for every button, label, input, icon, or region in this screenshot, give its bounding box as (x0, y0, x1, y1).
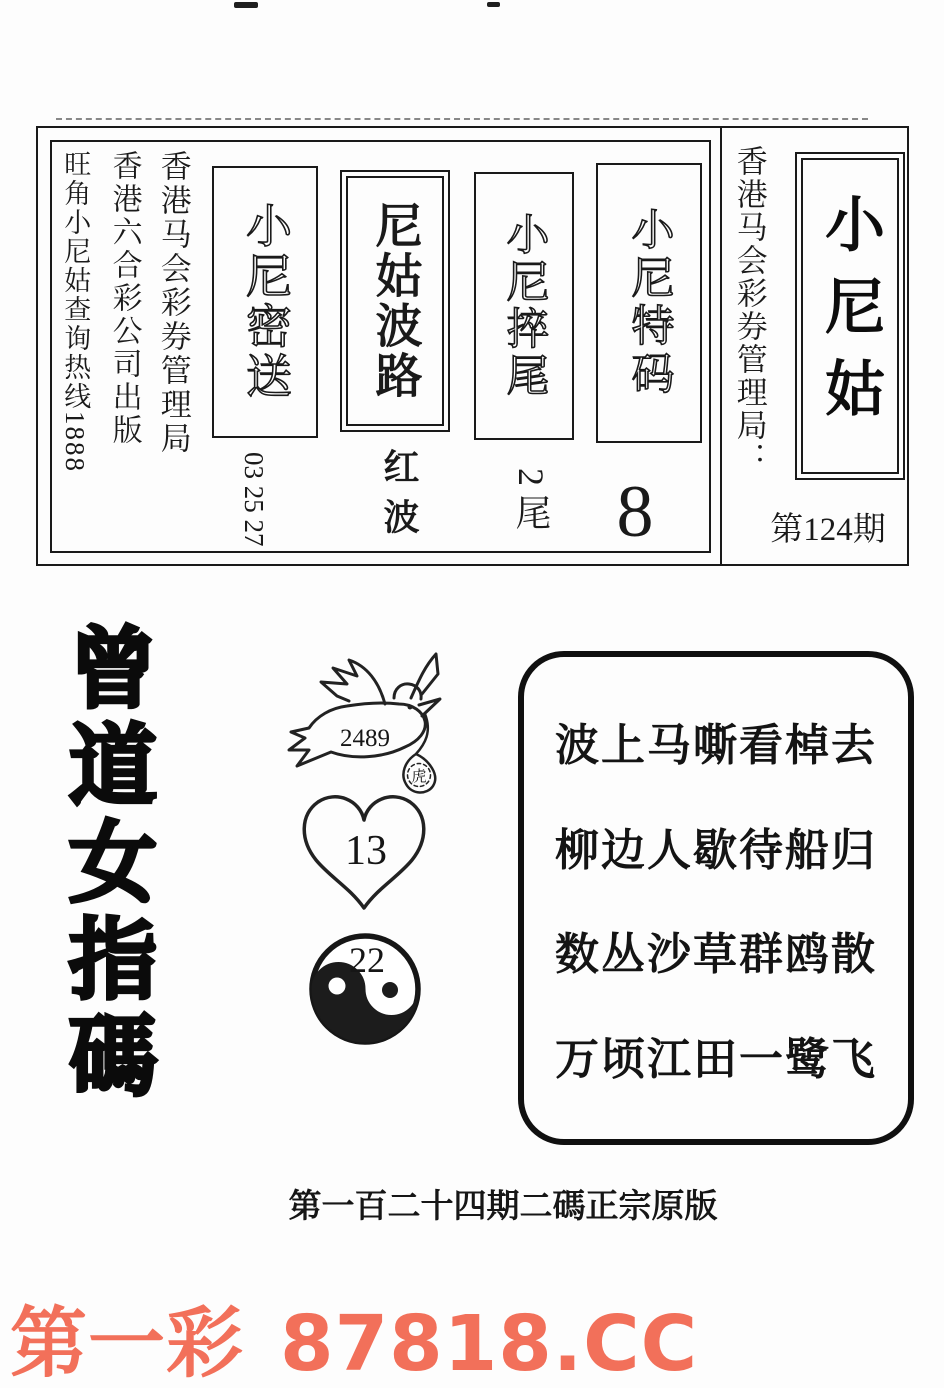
dove-icon (273, 648, 491, 806)
tip-box-bolu (340, 170, 450, 432)
poem-line-4: 万顷江田一鹭飞 (555, 1034, 877, 1084)
issue-number: 第124期 (770, 512, 886, 548)
dove-number: 2489 (340, 725, 390, 752)
taiji-number: 22 (349, 940, 385, 980)
tip-value-zuowei: 2尾 (511, 468, 551, 538)
yin-yang-icon (306, 930, 424, 1048)
brand-box-inner (801, 158, 899, 474)
authority-column: 香港马会彩券管理局 (155, 150, 191, 456)
issue-caption: 第一百二十四期二碼正宗原版 (288, 1189, 718, 1225)
tip-box-misong (212, 166, 318, 438)
tip-value-tema: 8 (616, 471, 654, 553)
poem-panel (518, 651, 914, 1145)
heart-icon (298, 788, 430, 916)
tip-value-misong: 03 25 27 (239, 451, 269, 547)
scan-speck (234, 2, 258, 8)
tip-box-bolu-inner (346, 176, 444, 426)
tip-title-bolu: 尼姑波路 (368, 201, 421, 401)
authority-right-column: 香港马会彩券管理局： (731, 145, 767, 475)
tip-title-tema: 小尼特码 (625, 207, 673, 399)
footer-site-url: 87818.CC (280, 1300, 699, 1388)
masthead-divider (720, 126, 722, 566)
heart-number: 13 (345, 828, 387, 874)
dove-eye (408, 705, 413, 710)
poem-line-1: 波上马嘶看棹去 (555, 721, 877, 771)
hotline-column: 旺角小尼姑查询热线1888 (60, 150, 91, 473)
brand-title: 小尼姑 (817, 193, 883, 439)
main-title: 曾道女指碼 (56, 622, 153, 1107)
footer-brand-name: 第一彩 (10, 1300, 244, 1388)
scan-artifact-line (56, 118, 868, 120)
footer-brand (10, 1282, 698, 1388)
dove-zodiac-label: 虎 (411, 769, 427, 785)
poem-line-2: 柳边人歇待船归 (555, 825, 877, 875)
yang-dot (382, 982, 398, 998)
brand-box (795, 152, 905, 480)
tip-box-zuowei (474, 172, 574, 440)
poem-line-3: 数丛沙草群鸥散 (555, 930, 877, 980)
tip-title-zuowei: 小尼捽尾 (500, 212, 548, 400)
scan-speck (487, 2, 500, 7)
tip-value-bolu: 红波 (379, 448, 419, 548)
tip-title-misong: 小尼密送 (240, 202, 291, 402)
tip-box-tema (596, 163, 702, 443)
publisher-column: 香港六合彩公司出版 (107, 150, 141, 447)
yin-dot (329, 978, 346, 995)
